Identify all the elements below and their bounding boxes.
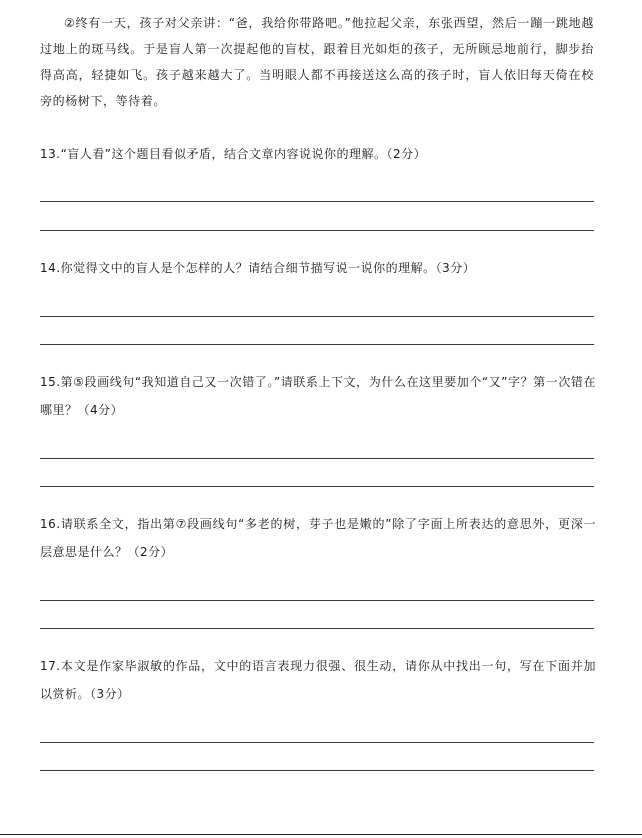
answer-line-14-2[interactable]	[40, 344, 594, 345]
answer-line-14-1[interactable]	[40, 316, 594, 317]
answer-line-16-1[interactable]	[40, 600, 594, 601]
answer-line-15-2[interactable]	[40, 486, 594, 487]
answer-line-13-1[interactable]	[40, 201, 594, 202]
answer-line-15-1[interactable]	[40, 458, 594, 459]
passage-paragraph: ②终有一天，孩子对父亲讲：“爸，我给你带路吧。”他拉起父亲，东张西望，然后一蹦一跳地越过地上的斑马线。于是盲人第一次提起他的盲杖，跟着目光如炬的孩子，无所顾忌地前行，脚步抬得高高，轻捷如飞。孩子越来越大了。当明眼人都不再接送这么高的孩子时，盲人依旧每天倚在校旁的杨树下，等待着。	[40, 16, 594, 108]
question-13: 13.“盲人看”这个题目看似矛盾，结合文章内容说说你的理解。（2分）	[40, 147, 427, 161]
question-14: 14.你觉得文中的盲人是个怎样的人？请结合细节描写说一说你的理解。（3分）	[40, 261, 476, 275]
question-17: 17.本文是作家毕淑敏的作品，文中的语言表现力很强、很生动，请你从中找出一句，写在下面并加以赏析。（3分）	[40, 659, 596, 701]
answer-line-16-2[interactable]	[40, 628, 594, 629]
answer-line-17-1[interactable]	[40, 742, 594, 743]
question-15: 15.第⑤段画线句“我知道自己又一次错了。”请联系上下文，为什么在这里要加个“又”字？第一次错在哪里？（4分）	[40, 375, 596, 417]
answer-line-13-2[interactable]	[40, 230, 594, 231]
answer-line-17-2[interactable]	[40, 770, 594, 771]
question-16: 16.请联系全文，指出第⑦段画线句“多老的树，芽子也是嫩的”除了字面上所表达的意思外，更深一层意思是什么？（2分）	[40, 517, 596, 559]
page-bottom-rule	[0, 834, 642, 835]
